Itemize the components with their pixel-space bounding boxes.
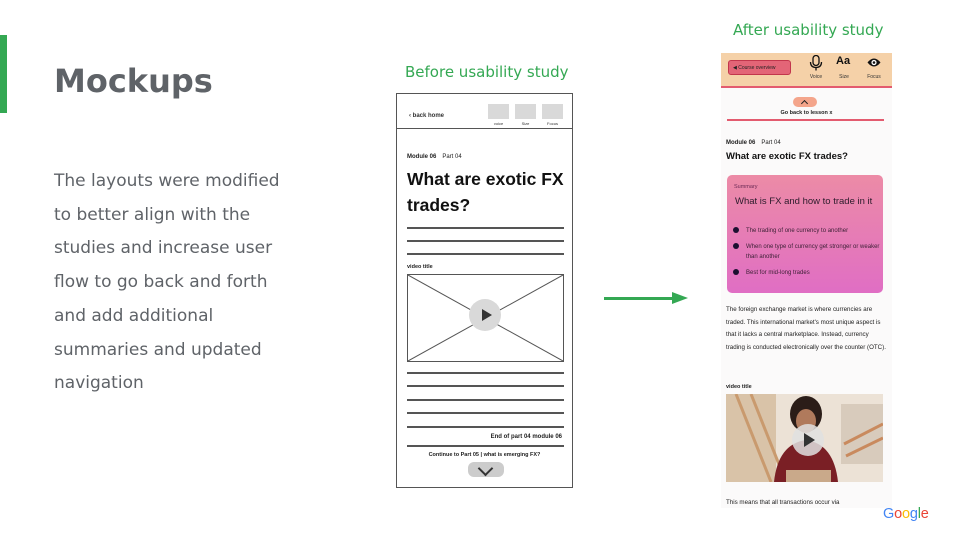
mockup-toolbar bbox=[721, 53, 892, 86]
divider-line bbox=[407, 445, 564, 447]
lesson-heading: What are exotic FX trades? bbox=[726, 151, 848, 162]
text-placeholder-line bbox=[407, 412, 564, 414]
chevron-down-icon[interactable] bbox=[468, 462, 504, 477]
summary-card bbox=[727, 175, 883, 293]
play-icon[interactable] bbox=[792, 424, 824, 456]
play-icon[interactable] bbox=[469, 299, 501, 331]
microphone-icon[interactable] bbox=[809, 55, 823, 71]
text-placeholder-line bbox=[407, 227, 564, 229]
wireframe-header bbox=[397, 94, 572, 129]
focus-label: Focus bbox=[547, 121, 558, 126]
text-placeholder-line bbox=[407, 385, 564, 387]
size-label: Size bbox=[521, 121, 530, 126]
size-label: Size bbox=[839, 74, 849, 80]
text-placeholder-line bbox=[407, 426, 564, 428]
section-divider bbox=[727, 119, 884, 121]
module-label: Module 06 bbox=[407, 154, 437, 160]
text-placeholder-line bbox=[407, 253, 564, 255]
bullet-dot bbox=[733, 227, 739, 233]
logo-letter: o bbox=[894, 506, 902, 522]
lesson-heading: What are exotic FX trades? bbox=[407, 169, 564, 215]
voice-label: voice bbox=[493, 121, 504, 126]
bullet-dot bbox=[733, 269, 739, 275]
accent-bar bbox=[0, 35, 7, 113]
google-logo bbox=[883, 506, 929, 522]
lesson-paragraph: The foreign exchange market is where currencies are traded. This international market's most unique aspect is that it lacks a central marketplace. Instead, currency trading is conducted electronically over the counter (OTC). bbox=[726, 306, 886, 352]
slide-body-text: The layouts were modified to better align with the studies and increase user flow to go back and forth and add additional summaries and updated navigation bbox=[54, 171, 280, 394]
logo-letter: l bbox=[917, 506, 921, 522]
video-title: video title bbox=[726, 384, 752, 390]
focus-tool-placeholder[interactable] bbox=[542, 104, 563, 119]
logo-letter: e bbox=[920, 506, 929, 522]
logo-letter: G bbox=[883, 506, 895, 522]
lesson-paragraph-continued: This means that all transactions occur via bbox=[726, 499, 840, 506]
focus-label: Focus bbox=[867, 74, 881, 80]
bullet-text: The trading of one currency to another bbox=[746, 228, 849, 234]
video-title: video title bbox=[407, 264, 433, 270]
continue-link[interactable]: Continue to Part 05 | what is emerging FX? bbox=[428, 452, 541, 458]
summary-question: What is FX and how to trade in it bbox=[735, 196, 873, 207]
logo-letter: g bbox=[909, 506, 918, 522]
mockup-after bbox=[721, 53, 892, 508]
voice-label: Voice bbox=[809, 74, 823, 80]
module-part-label bbox=[726, 140, 781, 146]
module-part-label bbox=[407, 154, 462, 160]
part-label: Part 04 bbox=[442, 154, 462, 160]
text-size-icon[interactable]: Aa bbox=[836, 55, 851, 67]
toolbar-divider bbox=[721, 86, 892, 88]
module-label: Module 06 bbox=[726, 140, 756, 146]
end-of-part-label: End of part 04 module 06 bbox=[490, 434, 562, 440]
bullet-text: When one type of currency get stronger or weaker than another bbox=[746, 244, 880, 260]
voice-tool-placeholder[interactable] bbox=[488, 104, 509, 119]
wireframe-before bbox=[396, 93, 573, 488]
text-placeholder-line bbox=[407, 399, 564, 401]
back-home-link[interactable]: ‹ back home bbox=[409, 113, 445, 119]
caption-after: After usability study bbox=[733, 21, 884, 39]
chevron-up-icon[interactable] bbox=[793, 97, 817, 107]
logo-letter: o bbox=[901, 506, 910, 522]
text-placeholder-line bbox=[407, 372, 564, 374]
course-overview-button[interactable]: ◀ Course overview bbox=[728, 60, 791, 75]
video-thumbnail[interactable] bbox=[726, 394, 883, 482]
arrow-line bbox=[604, 297, 674, 300]
eye-icon[interactable] bbox=[867, 56, 881, 69]
part-label: Part 04 bbox=[761, 140, 781, 146]
go-back-link[interactable]: Go back to lesson x bbox=[780, 110, 833, 116]
size-tool-placeholder[interactable] bbox=[515, 104, 536, 119]
bullet-dot bbox=[733, 243, 739, 249]
summary-label: Summary bbox=[734, 184, 758, 190]
bullet-text: Best for mid-long trades bbox=[746, 270, 810, 276]
text-placeholder-line bbox=[407, 240, 564, 242]
caption-before: Before usability study bbox=[405, 63, 569, 81]
arrow-right-icon bbox=[672, 292, 688, 304]
slide-title: Mockups bbox=[54, 62, 213, 100]
